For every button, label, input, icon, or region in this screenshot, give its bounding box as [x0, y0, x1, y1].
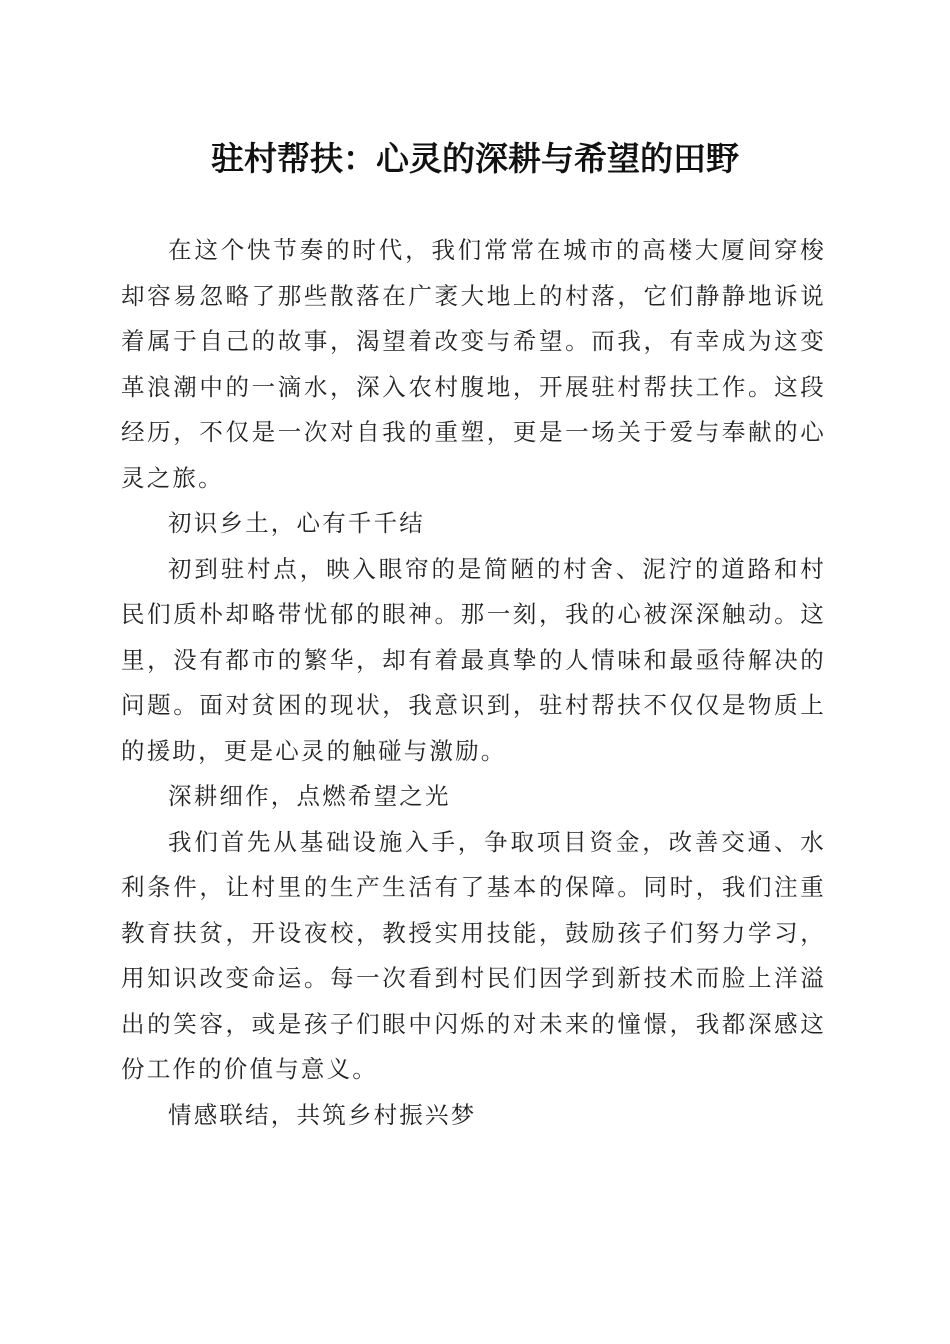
document-title: 驻村帮扶：心灵的深耕与希望的田野	[211, 139, 739, 178]
section-heading-2: 深耕细作，点燃希望之光	[168, 782, 451, 810]
paragraph-intro: 在这个快节奏的时代，我们常常在城市的高楼大厦间穿梭却容易忽略了那些散落在广袤大地上的村落，它们静静地诉说着属于自己的故事，渴望着改变与希望。而我，有幸成为这变革浪潮中的一滴水，深入农村腹地，开展驻村帮扶工作。这段经历，不仅是一次对自我的重塑，更是一场关于爱与奉献的心灵之旅。	[121, 236, 826, 492]
section-heading-3: 情感联结，共筑乡村振兴梦	[168, 1100, 477, 1129]
paragraph-section-1: 初到驻村点，映入眼帘的是简陋的村舍、泥泞的道路和村民们质朴却略带忧郁的眼神。那一刻，我的心被深深触动。这里，没有都市的繁华，却有着最真挚的人情味和最亟待解决的问题。面对贫困的现状，我意识到，驻村帮扶不仅仅是物质上的援助，更是心灵的触碰与激励。	[121, 554, 826, 765]
paragraph-section-2: 我们首先从基础设施入手，争取项目资金，改善交通、水利条件，让村里的生产生活有了基本的保障。同时，我们注重教育扶贫，开设夜校，教授实用技能，鼓励孩子们努力学习，用知识改变命运。每一次看到村民们因学到新技术而脸上洋溢出的笑容，或是孩子们眼中闪烁的对未来的憧憬，我都深感这份工作的价值与意义。	[121, 827, 826, 1083]
section-heading-1: 初识乡土，心有千千结	[168, 509, 425, 537]
document-body	[121, 228, 826, 1138]
